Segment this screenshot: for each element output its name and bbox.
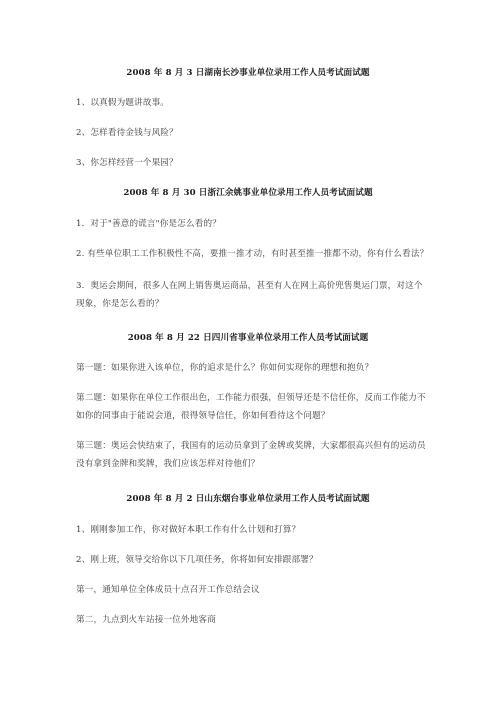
section-heading: 2008 年 8 月 22 日四川省事业单位录用工作人员考试面试题 [127,333,369,343]
question-line: 如你的同事由于能说会道，很得领导信任，你如何看待这个问题？ [76,411,330,421]
section-heading: 2008 年 8 月 2 日山东烟台事业单位录用工作人员考试面试题 [126,494,370,504]
question-line: 1、刚刚参加工作，你对做好本职工作有什么计划和打算？ [76,525,301,535]
question-line: 没有拿到金牌和奖牌，我们应该怎样对待他们？ [76,459,260,469]
question-line: 第二题：如果你在单位工作很出色，工作能力很强，但领导还是不信任你，反而工作能力不 [76,393,426,403]
question-line: 1．对于"善意的谎言"你是怎么看的？ [76,219,221,229]
question-line: 第三题：奥运会快结束了，我国有的运动员拿到了金牌或奖牌，大家都很高兴但有的运动员 [76,441,426,451]
question-line: 第一题：如果你进入该单位，你的追求是什么？你如何实现你的理想和抱负？ [76,363,374,373]
question-line: 2. 有些单位职工工作积极性不高，要推一推才动，有时甚至推一推都不动，你有什么看法？ [76,249,429,259]
question-line: 第一，通知单位全体成员十点召开工作总结会议 [76,585,260,595]
question-line: 现象，你是怎么看的？ [76,299,164,309]
question-line: 2、刚上班，领导交给你以下几项任务，你将如何安排跟部署？ [76,555,318,565]
question-line: 3、你怎样经营一个果园？ [76,158,178,168]
section-heading: 2008 年 8 月 30 日浙江余姚事业单位录用工作人员考试面试题 [123,188,373,198]
question-line: 2、怎样看待金钱与风险？ [76,128,178,138]
question-line: 1、以真假为题讲故事。 [76,98,170,108]
section-heading: 2008 年 8 月 3 日湖南长沙事业单位录用工作人员考试面试题 [126,68,370,78]
question-line: 第二，九点到火车站接一位外地客商 [76,615,216,625]
question-line: 3．奥运会期间，很多人在网上销售奥运商品，甚至有人在网上高价兜售奥运门票，对这个 [76,281,423,291]
